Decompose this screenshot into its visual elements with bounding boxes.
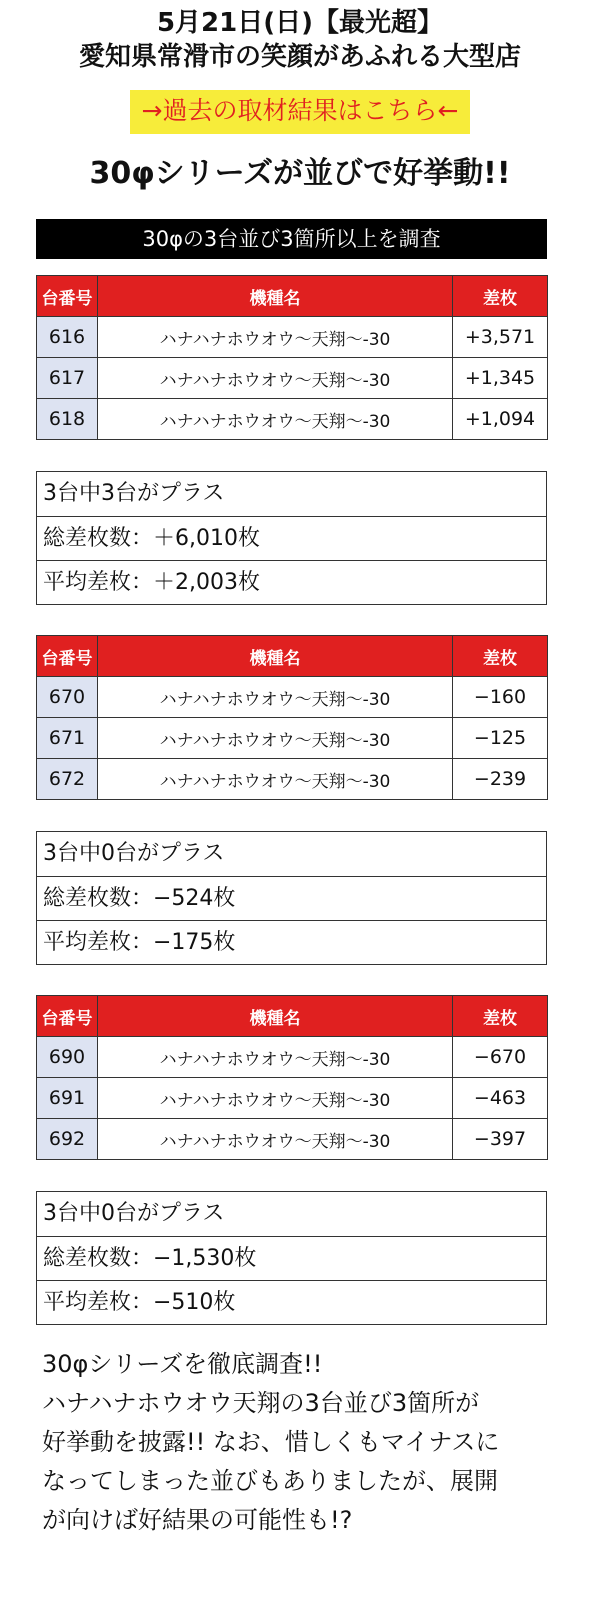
summary-box-1: [36, 471, 547, 605]
unit-number: 617: [37, 358, 98, 399]
table-row: [37, 317, 548, 358]
col-header-num: 台番号: [37, 996, 98, 1037]
coin-diff: +1,094: [453, 399, 548, 440]
closing-paragraph: [42, 1345, 562, 1540]
coin-diff: +1,345: [453, 358, 548, 399]
coin-diff: −397: [453, 1119, 548, 1160]
col-header-diff: 差枚: [453, 636, 548, 677]
past-results-link[interactable]: →過去の取材結果はこちら←: [130, 90, 471, 134]
table-row: [37, 358, 548, 399]
coin-diff: −463: [453, 1078, 548, 1119]
unit-number: 692: [37, 1119, 98, 1160]
section-title-bar: 30φの3台並び3箇所以上を調査: [36, 219, 547, 259]
unit-number: 691: [37, 1078, 98, 1119]
average-diff: 平均差枚：−510枚: [37, 1280, 546, 1324]
table-header-row: [37, 996, 548, 1037]
unit-number: 616: [37, 317, 98, 358]
closing-line: が向けば好結果の可能性も!?: [42, 1506, 353, 1534]
col-header-num: 台番号: [37, 276, 98, 317]
date-heading: 5月21日(日)【最光超】: [156, 8, 444, 38]
table-row: [37, 718, 548, 759]
col-header-diff: 差枚: [453, 276, 548, 317]
col-header-model: 機種名: [98, 636, 453, 677]
average-diff: 平均差枚：−175枚: [37, 920, 546, 964]
model-name: ハナハナホウオウ〜天翔〜-30: [98, 718, 453, 759]
plus-count: 3台中3台がプラス: [43, 481, 225, 506]
col-header-num: 台番号: [37, 636, 98, 677]
plus-count: 3台中0台がプラス: [43, 841, 225, 866]
table-row: [37, 677, 548, 718]
model-name: ハナハナホウオウ〜天翔〜-30: [98, 317, 453, 358]
unit-table-1: [36, 275, 548, 440]
coin-diff: −160: [453, 677, 548, 718]
col-header-diff: 差枚: [453, 996, 548, 1037]
model-name: ハナハナホウオウ〜天翔〜-30: [98, 1119, 453, 1160]
table-header-row: [37, 636, 548, 677]
total-diff: 総差枚数：−1,530枚: [37, 1236, 546, 1280]
unit-table-3: [36, 995, 548, 1160]
unit-number: 618: [37, 399, 98, 440]
unit-number: 690: [37, 1037, 98, 1078]
average-diff: 平均差枚：＋2,003枚: [37, 560, 546, 604]
summary-box-3: [36, 1191, 547, 1325]
unit-number: 672: [37, 759, 98, 800]
model-name: ハナハナホウオウ〜天翔〜-30: [98, 677, 453, 718]
table-header-row: [37, 276, 548, 317]
table-row: [37, 1078, 548, 1119]
plus-count: 3台中0台がプラス: [43, 1201, 225, 1226]
model-name: ハナハナホウオウ〜天翔〜-30: [98, 759, 453, 800]
table-row: [37, 399, 548, 440]
closing-line: 30φシリーズを徹底調査!!: [42, 1350, 323, 1378]
table-row: [37, 759, 548, 800]
total-diff: 総差枚数：−524枚: [37, 876, 546, 920]
coin-diff: −125: [453, 718, 548, 759]
store-heading: 愛知県常滑市の笑顔があふれる大型店: [78, 42, 521, 72]
model-name: ハナハナホウオウ〜天翔〜-30: [98, 1037, 453, 1078]
subheading: 30φシリーズが並びで好挙動!!: [89, 156, 511, 191]
table-row: [37, 1037, 548, 1078]
unit-number: 670: [37, 677, 98, 718]
model-name: ハナハナホウオウ〜天翔〜-30: [98, 1078, 453, 1119]
summary-box-2: [36, 831, 547, 965]
model-name: ハナハナホウオウ〜天翔〜-30: [98, 358, 453, 399]
model-name: ハナハナホウオウ〜天翔〜-30: [98, 399, 453, 440]
coin-diff: +3,571: [453, 317, 548, 358]
unit-number: 671: [37, 718, 98, 759]
closing-line: なってしまった並びもありましたが、展開: [42, 1467, 498, 1495]
coin-diff: −670: [453, 1037, 548, 1078]
unit-table-2: [36, 635, 548, 800]
closing-line: 好挙動を披露!! なお、惜しくもマイナスに: [42, 1428, 500, 1456]
coin-diff: −239: [453, 759, 548, 800]
col-header-model: 機種名: [98, 996, 453, 1037]
total-diff: 総差枚数：＋6,010枚: [37, 516, 546, 560]
past-results-link-wrap: [0, 90, 600, 134]
table-row: [37, 1119, 548, 1160]
col-header-model: 機種名: [98, 276, 453, 317]
closing-line: ハナハナホウオウ天翔の3台並び3箇所が: [42, 1389, 480, 1417]
